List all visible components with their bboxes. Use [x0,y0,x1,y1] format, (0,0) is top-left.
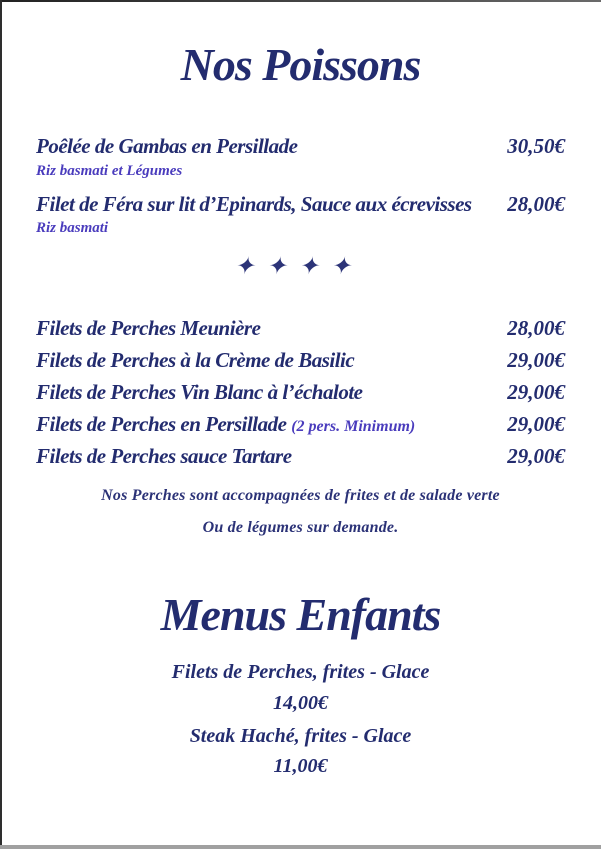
kids-item-name: Filets de Perches, frites - Glace [171,661,430,683]
menu-item-name: Filets de Perches à la Crème de Basilic [36,348,355,372]
menu-item-row [0,377,601,407]
menu-item-row [0,189,601,219]
kids-item-price: 14,00€ [273,692,328,714]
menu-item-name: Filets de Perches sauce Tartare [36,444,292,468]
menu-item-price: 29,00€ [507,380,565,404]
menu-item-row [0,131,601,161]
kids-item-price: 11,00€ [273,755,328,777]
scan-edge-bottom [0,845,601,849]
menu-item-row [0,313,601,343]
menu-item-name-text: Filets de Perches en Persillade [36,412,287,436]
menu-item-note: (2 pers. Minimum) [291,418,416,435]
menu-item-row [0,441,601,471]
menu-item-name [36,409,415,442]
menu-item-name: Poêlée de Gambas en Persillade [36,134,298,158]
menu-item-price: 28,00€ [507,316,565,340]
menu-item-name: Filets de Perches Vin Blanc à l’échalote [36,380,363,404]
scan-edge-left [0,0,2,849]
menu-item-row [0,345,601,375]
menu-item-name: Filets de Perches Meunière [36,316,261,340]
menu-item-row [0,409,601,439]
fish-section-title: Nos Poissons [180,39,421,90]
sparkles-separator-icon: ✦✦✦✦ [232,252,369,280]
scan-edge-top [0,0,601,2]
menu-item-price: 29,00€ [507,444,565,468]
menu-item-price: 29,00€ [507,348,565,372]
perch-footnote-line1: Nos Perches sont accompagnées de frites et de salade verte [101,487,500,504]
menu-item-price: 30,50€ [507,134,565,158]
menu-item-name: Filet de Féra sur lit d’Epinards, Sauce aux écrevisses [36,192,472,216]
menu-item-side: Riz basmati et Légumes [36,163,183,179]
menu-item-price: 28,00€ [507,192,565,216]
kids-section-title: Menus Enfants [160,589,441,640]
perch-footnote-line2: Ou de légumes sur demande. [202,519,399,536]
menu-item-side: Riz basmati [36,220,109,236]
kids-item-name: Steak Haché, frites - Glace [189,725,412,747]
menu-item-price: 29,00€ [507,412,565,436]
